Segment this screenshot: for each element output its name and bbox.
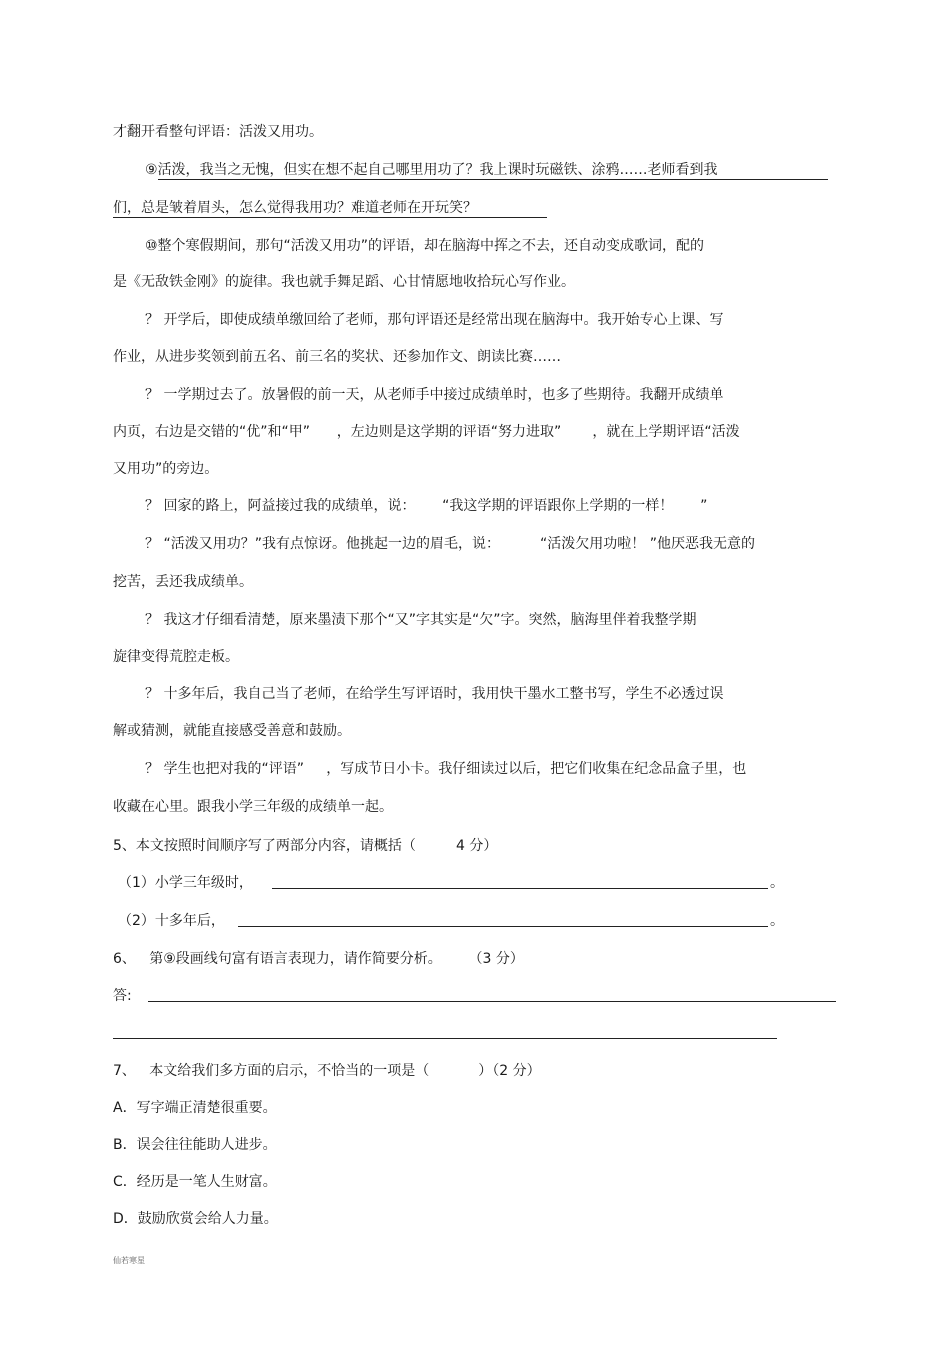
period: 。 xyxy=(770,913,784,929)
paragraph-13: ？ 回家的路上，阿益接过我的成绩单，说： “我这学期的评语跟你上学期的一样！ ” xyxy=(145,498,708,514)
paragraph-9-line-1 xyxy=(145,161,828,180)
paragraph-17-line-2: 收藏在心里。跟我小学三年级的成绩单一起。 xyxy=(113,799,393,815)
option-c: C．经历是一笔人生财富。 xyxy=(113,1174,277,1190)
underlined-sentence: 活泼，我当之无愧，但实在想不起自己哪里用功了？我上课时玩磁铁、涂鸦……老师看到我 xyxy=(158,161,828,180)
paragraph-number: ⑨ xyxy=(145,162,158,178)
paragraph-9-line-2 xyxy=(113,199,547,218)
underlined-sentence: 们，总是皱着眉头，怎么觉得我用功？难道老师在开玩笑？ xyxy=(113,199,547,218)
question-7: 7、 本文给我们多方面的启示，不恰当的一项是（ ）（2 分） xyxy=(113,1063,541,1079)
option-d: D．鼓励欣赏会给人力量。 xyxy=(113,1211,278,1227)
paragraph-14-line-2: 挖苦，丢还我成绩单。 xyxy=(113,574,253,590)
paragraph-10-line-2: 是《无敌铁金刚》的旋律。我也就手舞足蹈、心甘情愿地收拾玩心写作业。 xyxy=(113,274,575,290)
paragraph-14-line-1: ？ “活泼又用功？”我有点惊讶。他挑起一边的眉毛，说： “活泼欠用功啦！ ”他厌恶我无意的 xyxy=(145,536,755,552)
answer-line-5-2[interactable] xyxy=(238,926,768,927)
question-5: 5、本文按照时间顺序写了两部分内容，请概括（ 4 分） xyxy=(113,838,498,854)
question-5-part-1-label: （1）小学三年级时， xyxy=(118,875,253,891)
paragraph-10-line-1: ⑩整个寒假期间，那句“活泼又用功”的评语，却在脑海中挥之不去，还自动变成歌词，配的 xyxy=(145,238,705,254)
paragraph-16-line-2: 解或猜测，就能直接感受善意和鼓励。 xyxy=(113,723,351,739)
passage-line: 才翻开看整句评语：活泼又用功。 xyxy=(113,124,323,140)
question-5-part-2-label: （2）十多年后， xyxy=(118,913,225,929)
paragraph-12-line-1: ？ 一学期过去了。放暑假的前一天，从老师手中接过成绩单时，也多了些期待。我翻开成绩单 xyxy=(145,387,724,403)
answer-line-5-1[interactable] xyxy=(272,888,768,889)
answer-line-6-1[interactable] xyxy=(148,1001,836,1002)
paragraph-16-line-1: ？ 十多年后，我自己当了老师，在给学生写评语时，我用快干墨水工整书写，学生不必透过误 xyxy=(145,686,724,702)
footer-text: 仙若寒星 xyxy=(113,1256,145,1265)
option-b: B．误会往往能助人进步。 xyxy=(113,1137,277,1153)
paragraph-17-line-1: ？ 学生也把对我的“评语” ，写成节日小卡。我仔细读过以后，把它们收集在纪念品盒子里，也 xyxy=(145,761,747,777)
paragraph-11-line-1: ？ 开学后，即使成绩单缴回给了老师，那句评语还是经常出现在脑海中。我开始专心上课、写 xyxy=(145,312,724,328)
answer-line-6-2[interactable] xyxy=(113,1038,777,1039)
question-6: 6、 第⑨段画线句富有语言表现力，请作简要分析。 （3 分） xyxy=(113,951,524,967)
answer-label: 答: xyxy=(113,988,132,1004)
option-a: A．写字端正清楚很重要。 xyxy=(113,1100,277,1116)
paragraph-12-line-3: 又用功”的旁边。 xyxy=(113,461,219,477)
paragraph-11-line-2: 作业，从进步奖领到前五名、前三名的奖状、还参加作文、朗读比赛…… xyxy=(113,349,561,365)
paragraph-15-line-2: 旋律变得荒腔走板。 xyxy=(113,649,239,665)
paragraph-12-line-2: 内页，右边是交错的“优”和“甲” ，左边则是这学期的评语“努力进取” ，就在上学期评语“活泼 xyxy=(113,424,740,440)
period: 。 xyxy=(770,875,784,891)
paragraph-15-line-1: ？ 我这才仔细看清楚，原来墨渍下那个“又”字其实是“欠”字。突然，脑海里伴着我整学期 xyxy=(145,612,697,628)
